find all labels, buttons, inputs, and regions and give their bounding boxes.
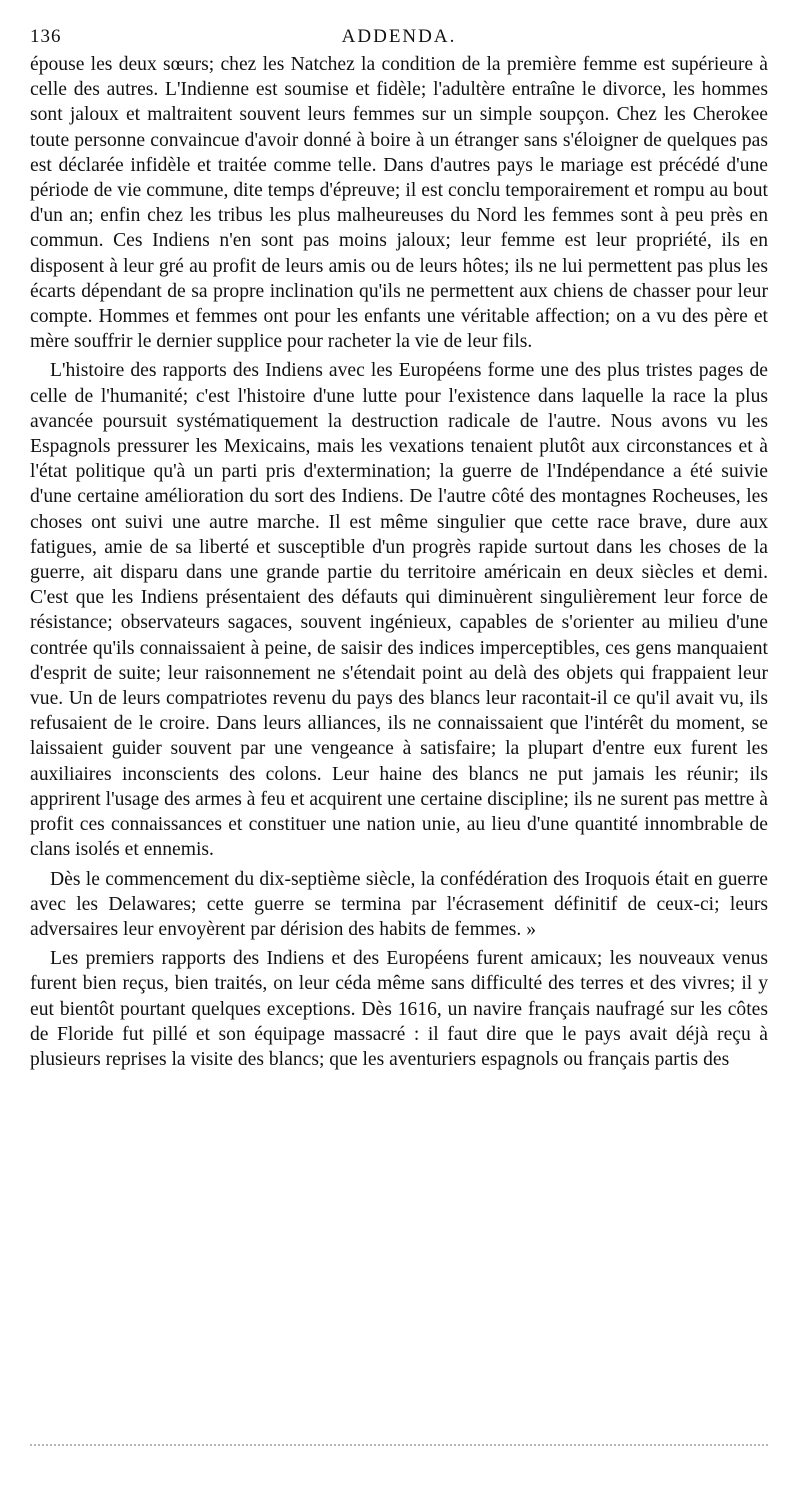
book-page	[30, 26, 768, 1076]
paragraph-2: L'histoire des rapports des Indiens avec les Européens forme une des plus tristes pages de celle de l'humanité; c'est l'histoire d'une lutte pour l'existence dans laquelle la race la plus avancée poursuit systématiquement la destruction radicale de l'autre. Nous avons vu les Espagnols pressurer les Mexicains, mais les vexations tenaient plutôt aux circonstances et à l'état politique qu'à un parti pris d'extermination; la guerre de l'Indépendance a été suivie d'une certaine amélioration du sort des Indiens. De l'autre côté des montagnes Rocheuses, les choses ont suivi une autre marche. Il est même singulier que cette race brave, dure aux fatigues, amie de sa liberté et susceptible d'un progrès rapide surtout dans les choses de la guerre, ait disparu dans une grande partie du territoire américain en deux siècles et demi. C'est que les Indiens présentaient des défauts qui diminuèrent singulièrement leur force de résistance; observateurs sagaces, souvent ingénieux, capables de s'orienter au milieu d'une contrée qu'ils connaissaient à peine, de saisir des indices imperceptibles, ces gens manquaient d'esprit de suite; leur raisonnement ne s'étendait point au delà des objets qui frappaient leur vue. Un de leurs compatriotes revenu du pays des blancs leur racontait-il ce qu'il avait vu, ils refusaient de le croire. Dans leurs alliances, ils ne connaissaient que l'intérêt du moment, se laissaient guider souvent par une vengeance à satisfaire; la plupart d'entre eux furent les auxiliaires inconscients des colons. Leur haine des blancs ne put jamais les réunir; ils apprirent l'usage des armes à feu et acquirent une certaine discipline; ils ne surent pas mettre à profit ces connaissances et constituer une nation unie, au lieu d'une quantité innombrable de clans isolés et ennemis.	[30, 360, 768, 861]
running-head: ADDENDA.	[341, 26, 457, 47]
paragraph-1: épouse les deux sœurs; chez les Natchez la condition de la première femme est supérieure à celle des autres. L'Indienne est soumise et fidèle; l'adultère entraîne le divorce, les hommes sont jaloux et maltraitent souvent leurs femmes sur un simple soupçon. Chez les Cherokee toute personne convaincue d'avoir donné à boire à un étranger sans s'éloigner de quelques pas est déclarée infidèle et traitée comme telle. Dans d'autres pays le mariage est précédé d'une période de vie commune, dite temps d'épreuve; il est conclu temporairement et rompu au bout d'un an; enfin chez les tribus les plus malheureuses du Nord les femmes sont à peu près en commun. Ces Indiens n'en sont pas moins jaloux; leur femme est leur propriété, ils en disposent à leur gré au profit de leurs amis ou de leurs hôtes; ils ne lui permettent pas plus les écarts dépendant de sa propre inclination qu'ils ne permettent aux chiens de chasser pour leur compte. Hommes et femmes ont pour les enfants une véritable affection; on a vu des père et mère souffrir le dernier supplice pour racheter la vie de leur fils.	[30, 54, 768, 353]
footer-divider	[30, 1444, 768, 1446]
paragraph-3: Dès le commencement du dix-septième siècle, la confédération des Iroquois était en guerre avec les Delawares; cette guerre se termina par l'écrasement définitif de ceux-ci; leurs adversaires leur envoyèrent par dérision des habits de femmes. »	[30, 868, 768, 940]
paragraph-4: Les premiers rapports des Indiens et des Européens furent amicaux; les nouveaux venus furent bien reçus, bien traités, on leur céda même sans difficulté des terres et des vivres; il y eut bientôt pourtant quelques exceptions. Dès 1616, un navire français naufragé sur les côtes de Floride fut pillé et son équipage massacré : il faut dire que le pays avait déjà reçu à plusieurs reprises la visite des blancs; que les aventuriers espagnols ou français partis des	[30, 948, 768, 1070]
page-body	[30, 52, 768, 1072]
page-header	[30, 26, 768, 52]
page-number: 136	[30, 26, 62, 47]
